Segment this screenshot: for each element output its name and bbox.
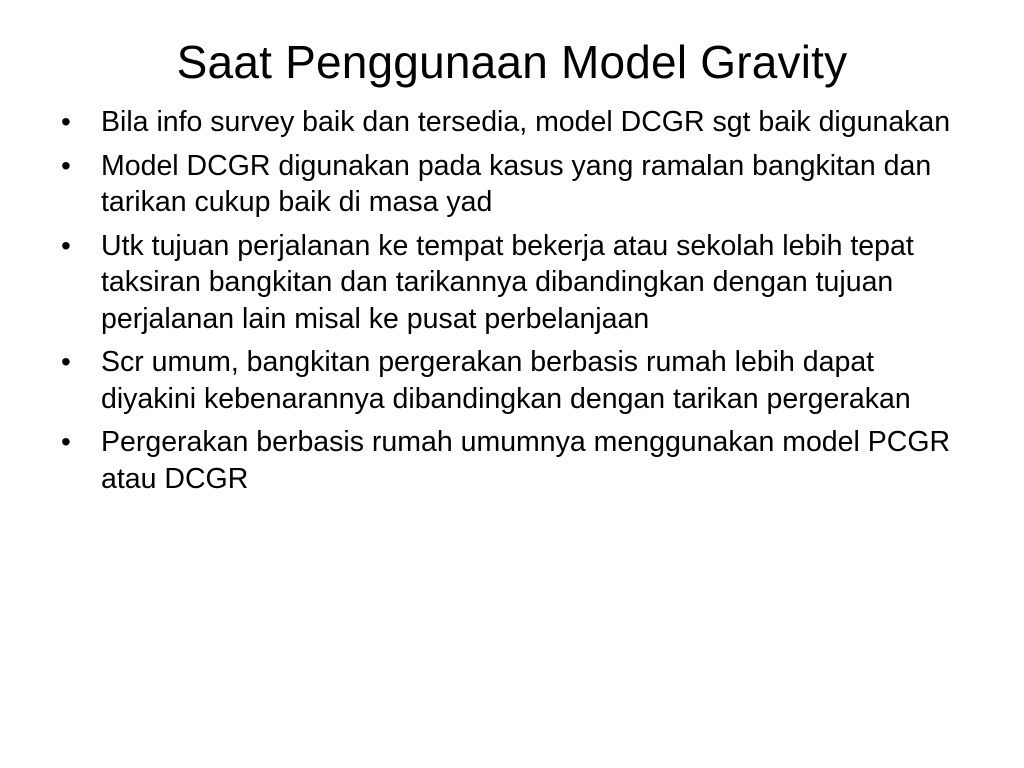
bullet-item	[60, 148, 960, 221]
bullet-text: Pergerakan berbasis rumah umumnya menggunakan model PCGR atau DCGR	[101, 426, 951, 495]
bullet-icon: •	[61, 229, 71, 261]
bullet-text: Utk tujuan perjalanan ke tempat bekerja atau sekolah lebih tepat taksiran bangkitan dan tarikannya dibandingkan dengan tujuan perjalanan lain misal ke pusat perbelanjaan	[101, 229, 914, 335]
bullet-icon: •	[61, 346, 71, 377]
bullet-item	[60, 424, 960, 497]
bullet-icon: •	[61, 149, 71, 181]
bullet-list	[60, 104, 960, 504]
bullet-text: Model DCGR digunakan pada kasus yang ramalan bangkitan dan tarikan cukup baik di masa yad	[101, 149, 932, 218]
bullet-text: Bila info survey baik dan tersedia, model DCGR sgt baik digunakan	[101, 106, 951, 138]
bullet-item	[60, 228, 960, 338]
bullet-text: Scr umum, bangkitan pergerakan berbasis rumah lebih dapat diyakini kebenarannya dibandingkan dengan tarikan pergerakan	[101, 346, 911, 415]
bullet-item	[60, 344, 960, 417]
bullet-icon: •	[61, 106, 71, 137]
bullet-icon: •	[61, 426, 71, 457]
slide-title: Saat Penggunaan Model Gravity	[176, 36, 848, 88]
bullet-item	[60, 104, 960, 141]
